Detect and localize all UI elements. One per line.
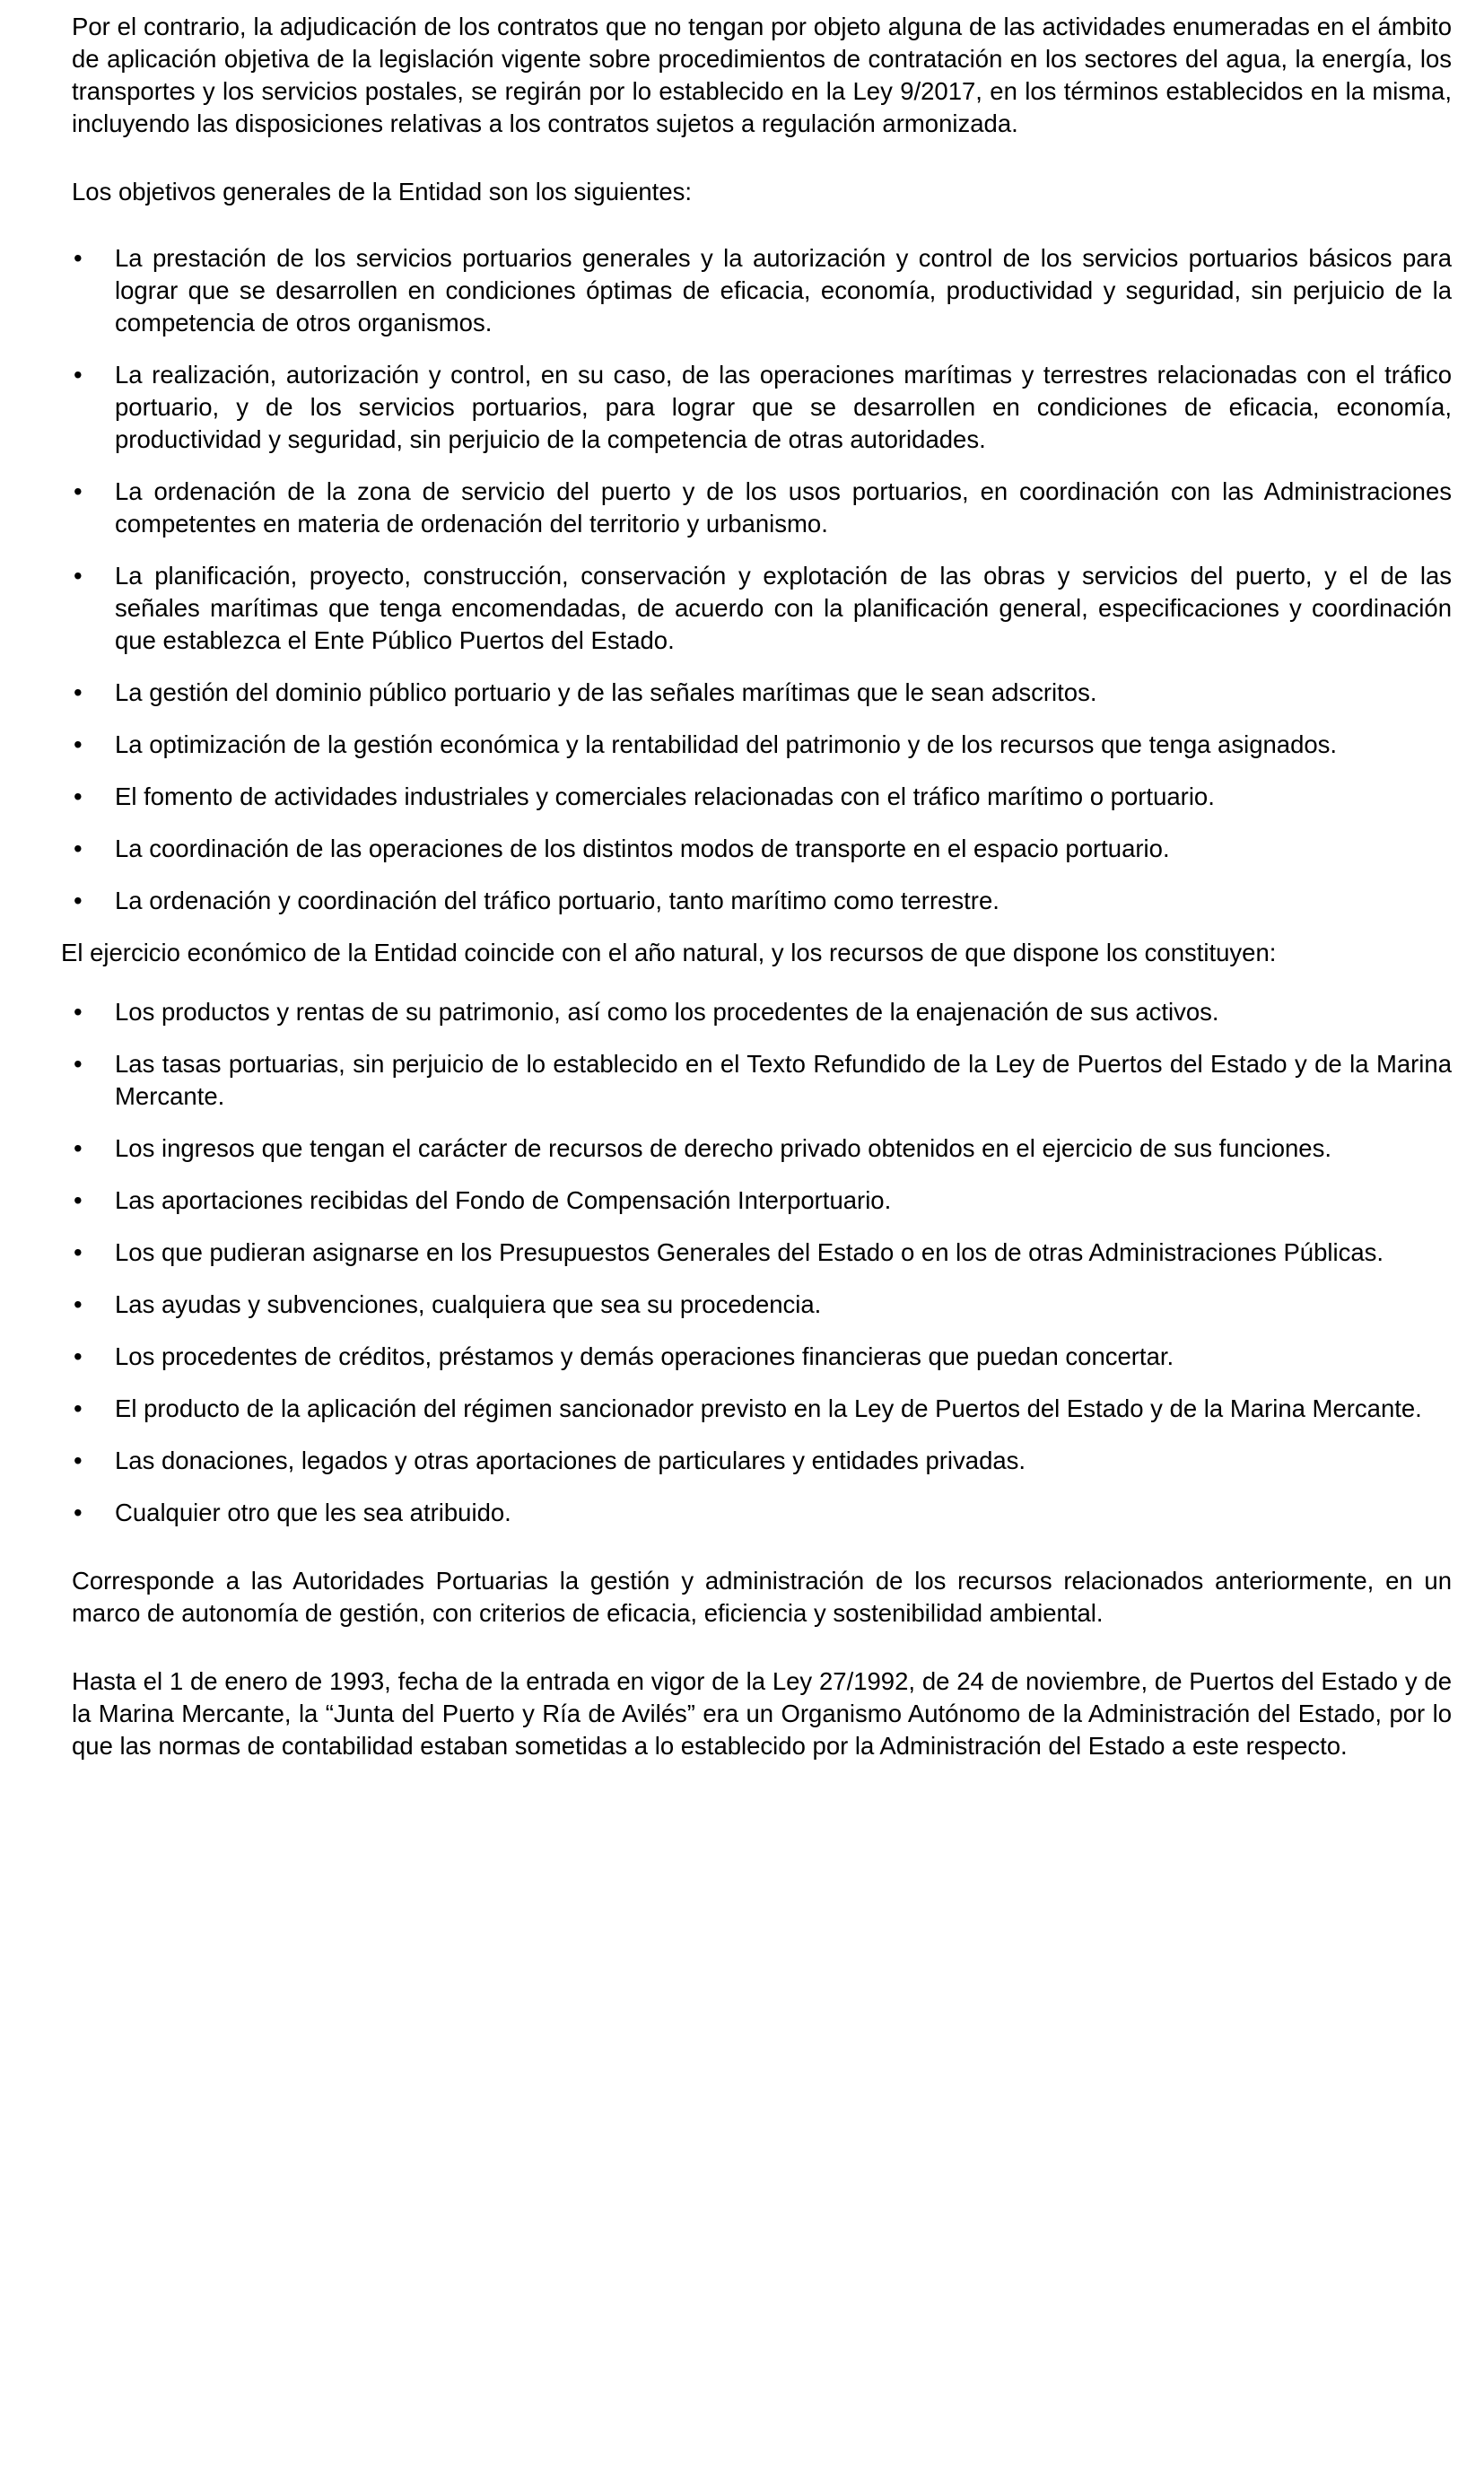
list-item xyxy=(72,833,1452,865)
list-item xyxy=(72,729,1452,761)
list-item-text: La gestión del dominio público portuario y de las señales marítimas que le sean adscritos. xyxy=(115,678,1097,706)
history-paragraph: Hasta el 1 de enero de 1993, fecha de la entrada en vigor de la Ley 27/1992, de 24 de noviembre, de Puertos del Estado y de la Marina Mercante, la “Junta del Puerto y Ría de Avilés” era un Organismo Autónomo de la Administración del Estado, por lo que las normas de contabilidad estaban sometidas a lo establecido por la Administración del Estado a este respecto. xyxy=(72,1667,1452,1760)
list-item xyxy=(72,359,1452,456)
list-item-text: Las aportaciones recibidas del Fondo de Compensación Interportuario. xyxy=(115,1186,892,1214)
list-item xyxy=(72,1445,1452,1477)
bullet-icon: • xyxy=(74,1447,83,1474)
list-item-text: Las ayudas y subvenciones, cualquiera que sea su procedencia. xyxy=(115,1290,822,1318)
bullet-icon: • xyxy=(74,887,83,914)
bullet-icon: • xyxy=(74,562,83,590)
list-item xyxy=(72,1289,1452,1321)
list-item-text: El producto de la aplicación del régimen sancionador previsto en la Ley de Puertos del Estado y de la Marina Mercante. xyxy=(115,1394,1422,1422)
list-item-text: Las tasas portuarias, sin perjuicio de lo establecido en el Texto Refundido de la Ley de Puertos del Estado y de la Marina Mercante. xyxy=(115,1050,1452,1110)
list-item xyxy=(72,560,1452,657)
bullet-icon: • xyxy=(74,998,83,1026)
list-item-text: Las donaciones, legados y otras aportaciones de particulares y entidades privadas. xyxy=(115,1447,1026,1474)
intro-paragraph: Por el contrario, la adjudicación de los contratos que no tengan por objeto alguna de las actividades enumeradas en el ámbito de aplicación objetiva de la legislación vigente sobre procedimientos de contratación en los sectores del agua, la energía, los transportes y los servicios postales, se regirán por lo establecido en la Ley 9/2017, en los términos establecidos en la misma, incluyendo las disposiciones relativas a los contratos sujetos a regulación armonizada. xyxy=(72,13,1452,137)
list-item xyxy=(72,781,1452,813)
list-item-text: La planificación, proyecto, construcción, conservación y explotación de las obras y servicios del puerto, y el de las señales marítimas que tenga encomendadas, de acuerdo con la planificación general, especificaciones y coordinación que establezca el Ente Público Puertos del Estado. xyxy=(115,562,1452,654)
list-item-text: Los productos y rentas de su patrimonio, así como los procedentes de la enajenación de sus activos. xyxy=(115,998,1219,1026)
list-item xyxy=(72,1048,1452,1113)
resources-list xyxy=(72,996,1452,1529)
bullet-icon: • xyxy=(74,1186,83,1214)
list-item-text: Los ingresos que tengan el carácter de recursos de derecho privado obtenidos en el ejercicio de sus funciones. xyxy=(115,1134,1331,1162)
bullet-icon: • xyxy=(74,730,83,758)
list-item xyxy=(72,996,1452,1028)
list-item xyxy=(72,1132,1452,1165)
list-item-text: La ordenación de la zona de servicio del puerto y de los usos portuarios, en coordinación con las Administraciones competentes en materia de ordenación del territorio y urbanismo. xyxy=(115,477,1452,538)
list-item xyxy=(72,1393,1452,1425)
list-item xyxy=(72,885,1452,917)
list-item xyxy=(72,1184,1452,1217)
bullet-icon: • xyxy=(74,244,83,272)
bullet-icon: • xyxy=(74,1499,83,1526)
bullet-icon: • xyxy=(74,1050,83,1078)
list-item xyxy=(72,1341,1452,1373)
list-item xyxy=(72,1497,1452,1529)
bullet-icon: • xyxy=(74,678,83,706)
list-item-text: La prestación de los servicios portuarios generales y la autorización y control de los servicios portuarios básicos para lograr que se desarrollen en condiciones óptimas de eficacia, economía, productividad y seguridad, sin perjuicio de la competencia de otros organismos. xyxy=(115,244,1452,337)
objectives-list xyxy=(72,242,1452,917)
list-item xyxy=(72,1237,1452,1269)
objectives-heading: Los objetivos generales de la Entidad son los siguientes: xyxy=(72,178,693,205)
bullet-icon: • xyxy=(74,835,83,862)
resources-heading: El ejercicio económico de la Entidad coincide con el año natural, y los recursos de que dispone los constituyen: xyxy=(61,939,1277,966)
bullet-icon: • xyxy=(74,361,83,389)
bullet-icon: • xyxy=(74,477,83,505)
list-item xyxy=(72,677,1452,709)
list-item-text: Cualquier otro que les sea atribuido. xyxy=(115,1499,511,1526)
bullet-icon: • xyxy=(74,1238,83,1266)
list-item-text: La realización, autorización y control, en su caso, de las operaciones marítimas y terrestres relacionadas con el tráfico portuario, y de los servicios portuarios, para lograr que se desarrollen en condiciones de eficacia, economía, productividad y seguridad, sin perjuicio de la competencia de otras autoridades. xyxy=(115,361,1452,453)
bullet-icon: • xyxy=(74,1134,83,1162)
bullet-icon: • xyxy=(74,1342,83,1370)
bullet-icon: • xyxy=(74,1290,83,1318)
list-item-text: El fomento de actividades industriales y comerciales relacionadas con el tráfico marítimo o portuario. xyxy=(115,782,1215,810)
list-item xyxy=(72,242,1452,339)
management-paragraph: Corresponde a las Autoridades Portuarias la gestión y administración de los recursos relacionados anteriormente, en un marco de autonomía de gestión, con criterios de eficacia, eficiencia y sostenibilidad ambiental. xyxy=(72,1567,1452,1627)
bullet-icon: • xyxy=(74,782,83,810)
list-item-text: La optimización de la gestión económica y la rentabilidad del patrimonio y de los recursos que tenga asignados. xyxy=(115,730,1338,758)
list-item-text: Los procedentes de créditos, préstamos y demás operaciones financieras que puedan concertar. xyxy=(115,1342,1174,1370)
list-item-text: La coordinación de las operaciones de los distintos modos de transporte en el espacio portuario. xyxy=(115,835,1170,862)
document-body xyxy=(61,11,1452,1762)
bullet-icon: • xyxy=(74,1394,83,1422)
list-item-text: Los que pudieran asignarse en los Presupuestos Generales del Estado o en los de otras Administraciones Públicas. xyxy=(115,1238,1384,1266)
list-item xyxy=(72,476,1452,540)
list-item-text: La ordenación y coordinación del tráfico portuario, tanto marítimo como terrestre. xyxy=(115,887,1000,914)
